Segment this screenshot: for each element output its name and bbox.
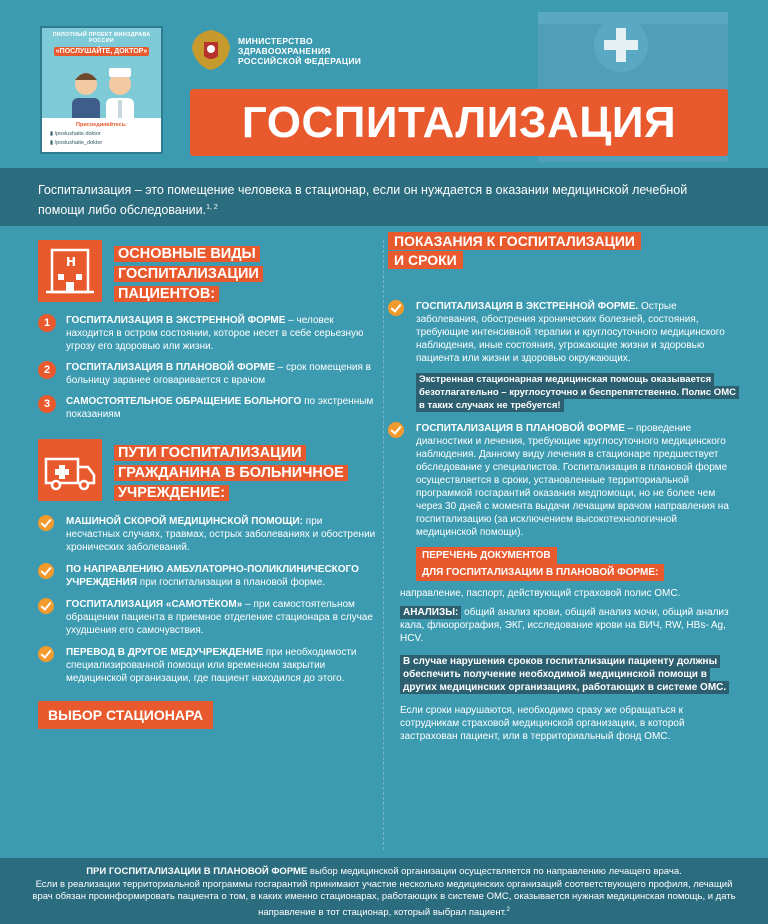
check-icon	[38, 646, 54, 662]
ways-section-title: ПУТИ ГОСПИТАЛИЗАЦИИ ГРАЖДАНИНА В БОЛЬНИЧНОЕ УЧРЕЖДЕНИЕ:	[114, 443, 348, 503]
way-item-transfer: ПЕРЕВОД В ДРУГОЕ МЕДУЧРЕЖДЕНИЕ при необходимости специализированной помощи или временном закрытии медицинской организации, где пациент находился до этого.	[38, 646, 378, 685]
poster-subscribe: Присоединяйтесь:	[76, 122, 127, 128]
vk-icon: ▮	[50, 140, 55, 146]
check-icon	[38, 515, 54, 531]
indication-planned: ГОСПИТАЛИЗАЦИЯ В ПЛАНОВОЙ ФОРМЕ – проведение диагностики и лечения, требующие круглосуточного медицинского наблюдения. Данному виду лечения в стационаре предшествует обследование у специалистов. Госпитализация в плановой форме осуществляется в сроки, установленные территориальной программой госгарантий оказания медпомощи, но не более чем через 30 дней с момента выдачи лечащим врачом направления на госпитализацию (за исключением высокотехнологичной медицинской помощи).	[388, 422, 738, 539]
number-badge: 2	[38, 361, 56, 379]
way-item-referral: ПО НАПРАВЛЕНИЮ АМБУЛАТОРНО-ПОЛИКЛИНИЧЕСКОГО УЧРЕЖДЕНИЯ при госпитализации в плановой форме.	[38, 563, 378, 589]
footer-line-1: ПРИ ГОСПИТАЛИЗАЦИИ В ПЛАНОВОЙ ФОРМЕ выбор медицинской организации осуществляется по направлению лечащего врача.	[86, 866, 682, 877]
way-item-self: ГОСПИТАЛИЗАЦИЯ «САМОТЁКОМ» – при самостоятельном обращении пациента в приемное отделение стационара в случае ухудшения его самочувствия.	[38, 598, 378, 637]
left-column	[38, 240, 378, 729]
svg-text:H: H	[66, 255, 77, 269]
facebook-icon: ▮	[50, 131, 55, 137]
analyses-list: АНАЛИЗЫ: общий анализ крови, общий анализ мочи, общий анализ кала, флюорография, ЭКГ, исследование крови на ВИЧ, RW, HBs- Ag, HCV.	[400, 607, 729, 644]
number-badge: 1	[38, 314, 56, 332]
documents-list: направление, паспорт, действующий страховой полис ОМС.	[400, 588, 681, 599]
poster-title: «ПОСЛУШАЙТЕ, ДОКТОР»	[55, 48, 148, 55]
ways-section-header	[38, 439, 378, 501]
violation-note: В случае нарушения сроков госпитализации пациенту должны обеспечить получение необходимой медицинской помощи в других медицинских организациях, работающих в системе ОМС.	[400, 655, 738, 694]
ministry-name: МИНИСТЕРСТВО ЗДРАВООХРАНЕНИЯ РОССИЙСКОЙ ФЕДЕРАЦИИ	[238, 36, 362, 66]
footer-band	[0, 858, 768, 924]
right-column	[388, 232, 738, 743]
column-divider	[383, 240, 384, 850]
hospital-building-icon	[38, 240, 102, 302]
footer-line-2: Если в реализации территориальной программы госгарантий принимают участие несколько медицинских организаций соответствующего профиля, лечащий врач обязан проинформировать пациента о том, в каких именно стационарах, работающих в системе ОМС, оказывается нужная медицинская помощь, и дать направление в тот стационар, который выбрал пациент.$^2$	[32, 878, 736, 918]
ambulance-icon	[38, 439, 102, 501]
project-poster[interactable]	[40, 26, 163, 154]
page-title-banner	[190, 89, 728, 156]
number-badge: 3	[38, 395, 56, 413]
poster-top-text: ПИЛОТНЫЙ ПРОЕКТ МИНЗДРАВА РОССИИ	[52, 32, 151, 44]
choice-section-title: ВЫБОР СТАЦИОНАРА	[38, 701, 213, 729]
coat-of-arms-emblem	[190, 28, 232, 72]
type-item-self: 3 САМОСТОЯТЕЛЬНОЕ ОБРАЩЕНИЕ БОЛЬНОГО по экстренным показаниям	[38, 395, 378, 421]
check-icon	[388, 422, 404, 438]
poster-footer	[42, 118, 161, 152]
indication-emergency: ГОСПИТАЛИЗАЦИЯ В ЭКСТРЕННОЙ ФОРМЕ. Острые заболевания, обострения хронических болезней, состояния, требующие интенсивной терапии и круглосуточного медицинского наблюдения, иные состояния, угрожающие жизни и здоровью пациента или жизни и здоровью окружающих.	[388, 300, 738, 365]
check-icon	[38, 598, 54, 614]
intro-text: Госпитализация – это помещение человека в стационар, если он нуждается в оказании медицинской лечебной помощи либо обследовании.$^{1, 2}$	[38, 183, 688, 218]
types-section-title: ОСНОВНЫЕ ВИДЫ ГОСПИТАЛИЗАЦИИ ПАЦИЕНТОВ:	[114, 244, 263, 304]
medical-cross-icon	[594, 18, 648, 72]
intro-band	[0, 168, 768, 226]
indications-section-title: ПОКАЗАНИЯ К ГОСПИТАЛИЗАЦИИ И СРОКИ	[388, 232, 738, 270]
check-icon	[38, 563, 54, 579]
emergency-note: Экстренная стационарная медицинская помощь оказывается безотлагательно – круглосуточно и беспрепятственно. Полис ОМС в таких случаях не требуется!	[416, 373, 738, 412]
type-item-planned: 2 ГОСПИТАЛИЗАЦИЯ В ПЛАНОВОЙ ФОРМЕ – срок помещения в больницу заранее оговаривается с врачом	[38, 361, 378, 387]
way-item-ambulance: МАШИНОЙ СКОРОЙ МЕДИЦИНСКОЙ ПОМОЩИ: при несчастных случаях, травмах, острых заболеваниях и обострении хронических заболеваний.	[38, 515, 378, 554]
facebook-link[interactable]: ▮ /poslushaite.doktor	[50, 131, 101, 137]
vk-link[interactable]: ▮ /poslushaite_doktor	[50, 140, 103, 146]
documents-title: ПЕРЕЧЕНЬ ДОКУМЕНТОВ ДЛЯ ГОСПИТАЛИЗАЦИИ В ПЛАНОВОЙ ФОРМЕ:	[416, 547, 738, 581]
types-section-header	[38, 240, 378, 302]
check-icon	[388, 300, 404, 316]
doctors-illustration	[58, 62, 148, 126]
violation-text: Если сроки нарушаются, необходимо сразу же обращаться к сотрудникам страховой медицинской организации, в которой застрахован пациент, или в территориальный фонд ОМС.	[400, 705, 685, 742]
header	[0, 0, 768, 168]
type-item-emergency: 1 ГОСПИТАЛИЗАЦИЯ В ЭКСТРЕННОЙ ФОРМЕ – человек находится в остром состоянии, которое несет в себе серьезную угрозу его здоровью или жизни.	[38, 314, 378, 353]
page-title: ГОСПИТАЛИЗАЦИЯ	[241, 98, 677, 147]
